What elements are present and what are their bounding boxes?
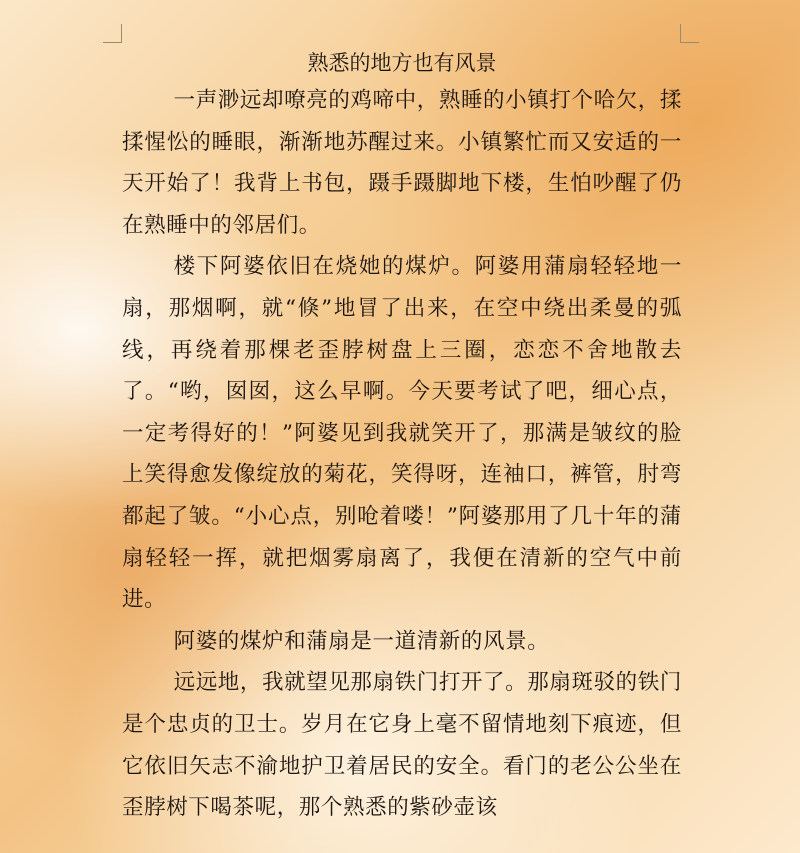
paragraph-4: 远远地，我就望见那扇铁门打开了。那扇斑驳的铁门是个忠贞的卫士。岁月在它身上毫不留情地刻下痕迹，但它依旧矢志不渝地护卫着居民的安全。看门的老公公坐在歪脖树下喝茶呢，那个熟悉的紫砂壶该 — [122, 670, 682, 821]
paragraph-3: 阿婆的煤炉和蒲扇是一道清新的风景。 — [173, 628, 550, 654]
paragraph-2: 楼下阿婆依旧在烧她的煤炉。阿婆用蒲扇轻轻地一扇，那烟啊，就“倏”地冒了出来，在空中绕出柔曼的弧线，再绕着那棵老歪脖树盘上三圈，恋恋不舍地散去了。“哟，囡囡，这么早啊。今天要考试了吧，细心点，一定考得好的！”阿婆见到我就笑开了，那满是皱纹的脸上笑得愈发像绽放的菊花，笑得呀，连袖口，裤管，肘弯都起了皱。“小心点，别呛着喽！”阿婆那用了几十年的蒲扇轻轻一挥，就把烟雾扇离了，我便在清新的空气中前进。 — [122, 254, 682, 613]
document-title: 熟悉的地方也有风景 — [307, 51, 497, 75]
paragraph-1: 一声渺远却嘹亮的鸡啼中，熟睡的小镇打个哈欠，揉揉惺忪的睡眼，渐渐地苏醒过来。小镇繁忙而又安适的一天开始了！我背上书包，蹑手蹑脚地下楼，生怕吵醒了仍在熟睡中的邻居们。 — [122, 88, 682, 238]
document-page — [122, 46, 682, 829]
page-corner-mark-top-left — [103, 24, 122, 43]
page-corner-mark-top-right — [680, 24, 699, 43]
